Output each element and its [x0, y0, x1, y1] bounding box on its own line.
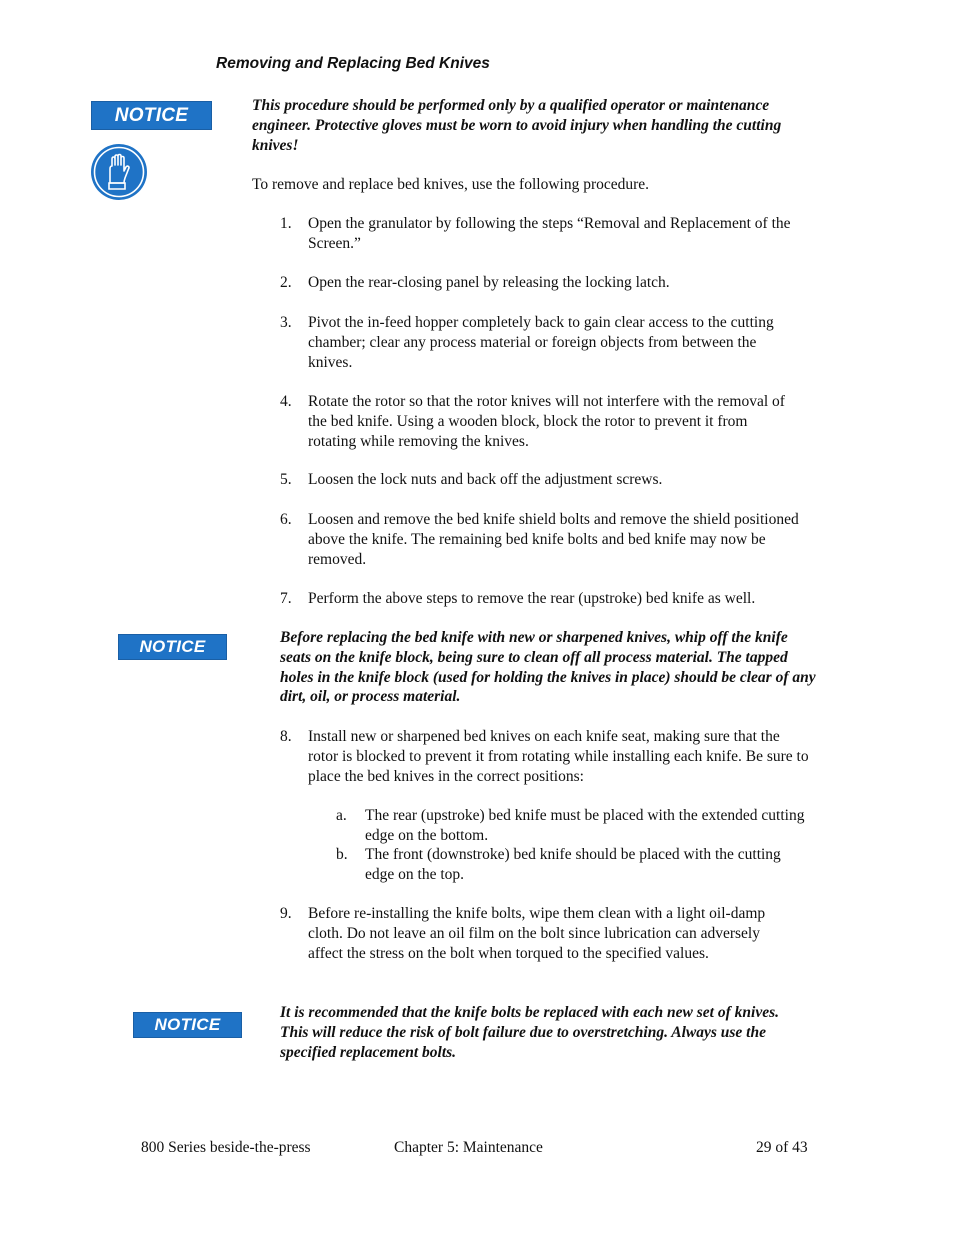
- list-item: [280, 589, 820, 609]
- list-item: [336, 845, 816, 885]
- step-text: Pivot the in-feed hopper completely back to gain clear access to the cutting chamber; clear any process material or foreign objects from between the knives.: [308, 314, 774, 371]
- footer-series: 800 Series beside-the-press: [141, 1139, 311, 1156]
- step-text: Open the rear-closing panel by releasing the locking latch.: [308, 274, 670, 291]
- list-item: [280, 510, 810, 570]
- notice-badge: NOTICE: [91, 101, 212, 130]
- step-text: Rotate the rotor so that the rotor knives will not interfere with the removal of the bed knife. Using a wooden block, block the rotor to prevent it from rotating while removing the knives.: [308, 393, 785, 450]
- list-item: [280, 313, 810, 373]
- list-item: [280, 273, 810, 293]
- substep-text: The front (downstroke) bed knife should be placed with the cutting edge on the top.: [365, 846, 781, 883]
- step-text: Open the granulator by following the steps “Removal and Replacement of the Screen.”: [308, 215, 791, 252]
- list-item: [280, 727, 815, 787]
- list-item: [280, 392, 810, 452]
- footer-chapter: Chapter 5: Maintenance: [394, 1139, 543, 1156]
- step-number: 5.: [280, 471, 292, 488]
- substep-text: The rear (upstroke) bed knife must be placed with the extended cutting edge on the bottom.: [365, 807, 805, 844]
- step-text: Install new or sharpened bed knives on each knife seat, making sure that the rotor is blocked to prevent it from rotating while installing each knife. Be sure to place the bed knives in the correct positions:: [308, 728, 809, 785]
- substep-letter: a.: [336, 807, 347, 824]
- list-item: [280, 214, 810, 254]
- notice-badge: NOTICE: [118, 634, 227, 660]
- list-item: [280, 470, 810, 490]
- step-number: 6.: [280, 511, 292, 528]
- gloves-required-icon: [90, 143, 148, 201]
- step-text: Perform the above steps to remove the rear (upstroke) bed knife as well.: [308, 590, 756, 607]
- step-number: 9.: [280, 905, 292, 922]
- notice-text-knife-seats: Before replacing the bed knife with new or sharpened knives, whip off the knife seats on the knife block, being sure to clean off all process material. The tapped holes in the knife block (used for holding the knives in place) should be clear of any dirt, oil, or process material.: [280, 629, 816, 706]
- notice-text-knife-bolts: It is recommended that the knife bolts be replaced with each new set of knives. This will reduce the risk of bolt failure due to overstretching. Always use the specified replacement bolts.: [280, 1004, 779, 1061]
- step-number: 3.: [280, 314, 292, 331]
- step-text: Before re-installing the knife bolts, wipe them clean with a light oil-damp cloth. Do not leave an oil film on the bolt since lubrication can adversely affect the stress on the bolt when torqued to the specified values.: [308, 905, 766, 962]
- notice-badge: NOTICE: [133, 1012, 242, 1038]
- notice-text-qualified-operator: This procedure should be performed only by a qualified operator or maintenance engineer. Protective gloves must be worn to avoid injury when handling the cutting knives!: [252, 97, 782, 154]
- list-item: [280, 904, 810, 984]
- substep-letter: b.: [336, 846, 348, 863]
- step-text: Loosen the lock nuts and back off the adjustment screws.: [308, 471, 663, 488]
- step-number: 8.: [280, 728, 292, 745]
- section-heading: Removing and Replacing Bed Knives: [216, 55, 490, 72]
- footer-page-number: 29 of 43: [756, 1139, 808, 1156]
- step-number: 4.: [280, 393, 292, 410]
- step-number: 7.: [280, 590, 292, 607]
- step-number: 2.: [280, 274, 292, 291]
- intro-text: To remove and replace bed knives, use the following procedure.: [252, 176, 650, 193]
- list-item: [336, 806, 816, 846]
- step-number: 1.: [280, 215, 292, 232]
- step-text: Loosen and remove the bed knife shield bolts and remove the shield positioned above the knife. The remaining bed knife bolts and bed knife may now be removed.: [308, 511, 799, 568]
